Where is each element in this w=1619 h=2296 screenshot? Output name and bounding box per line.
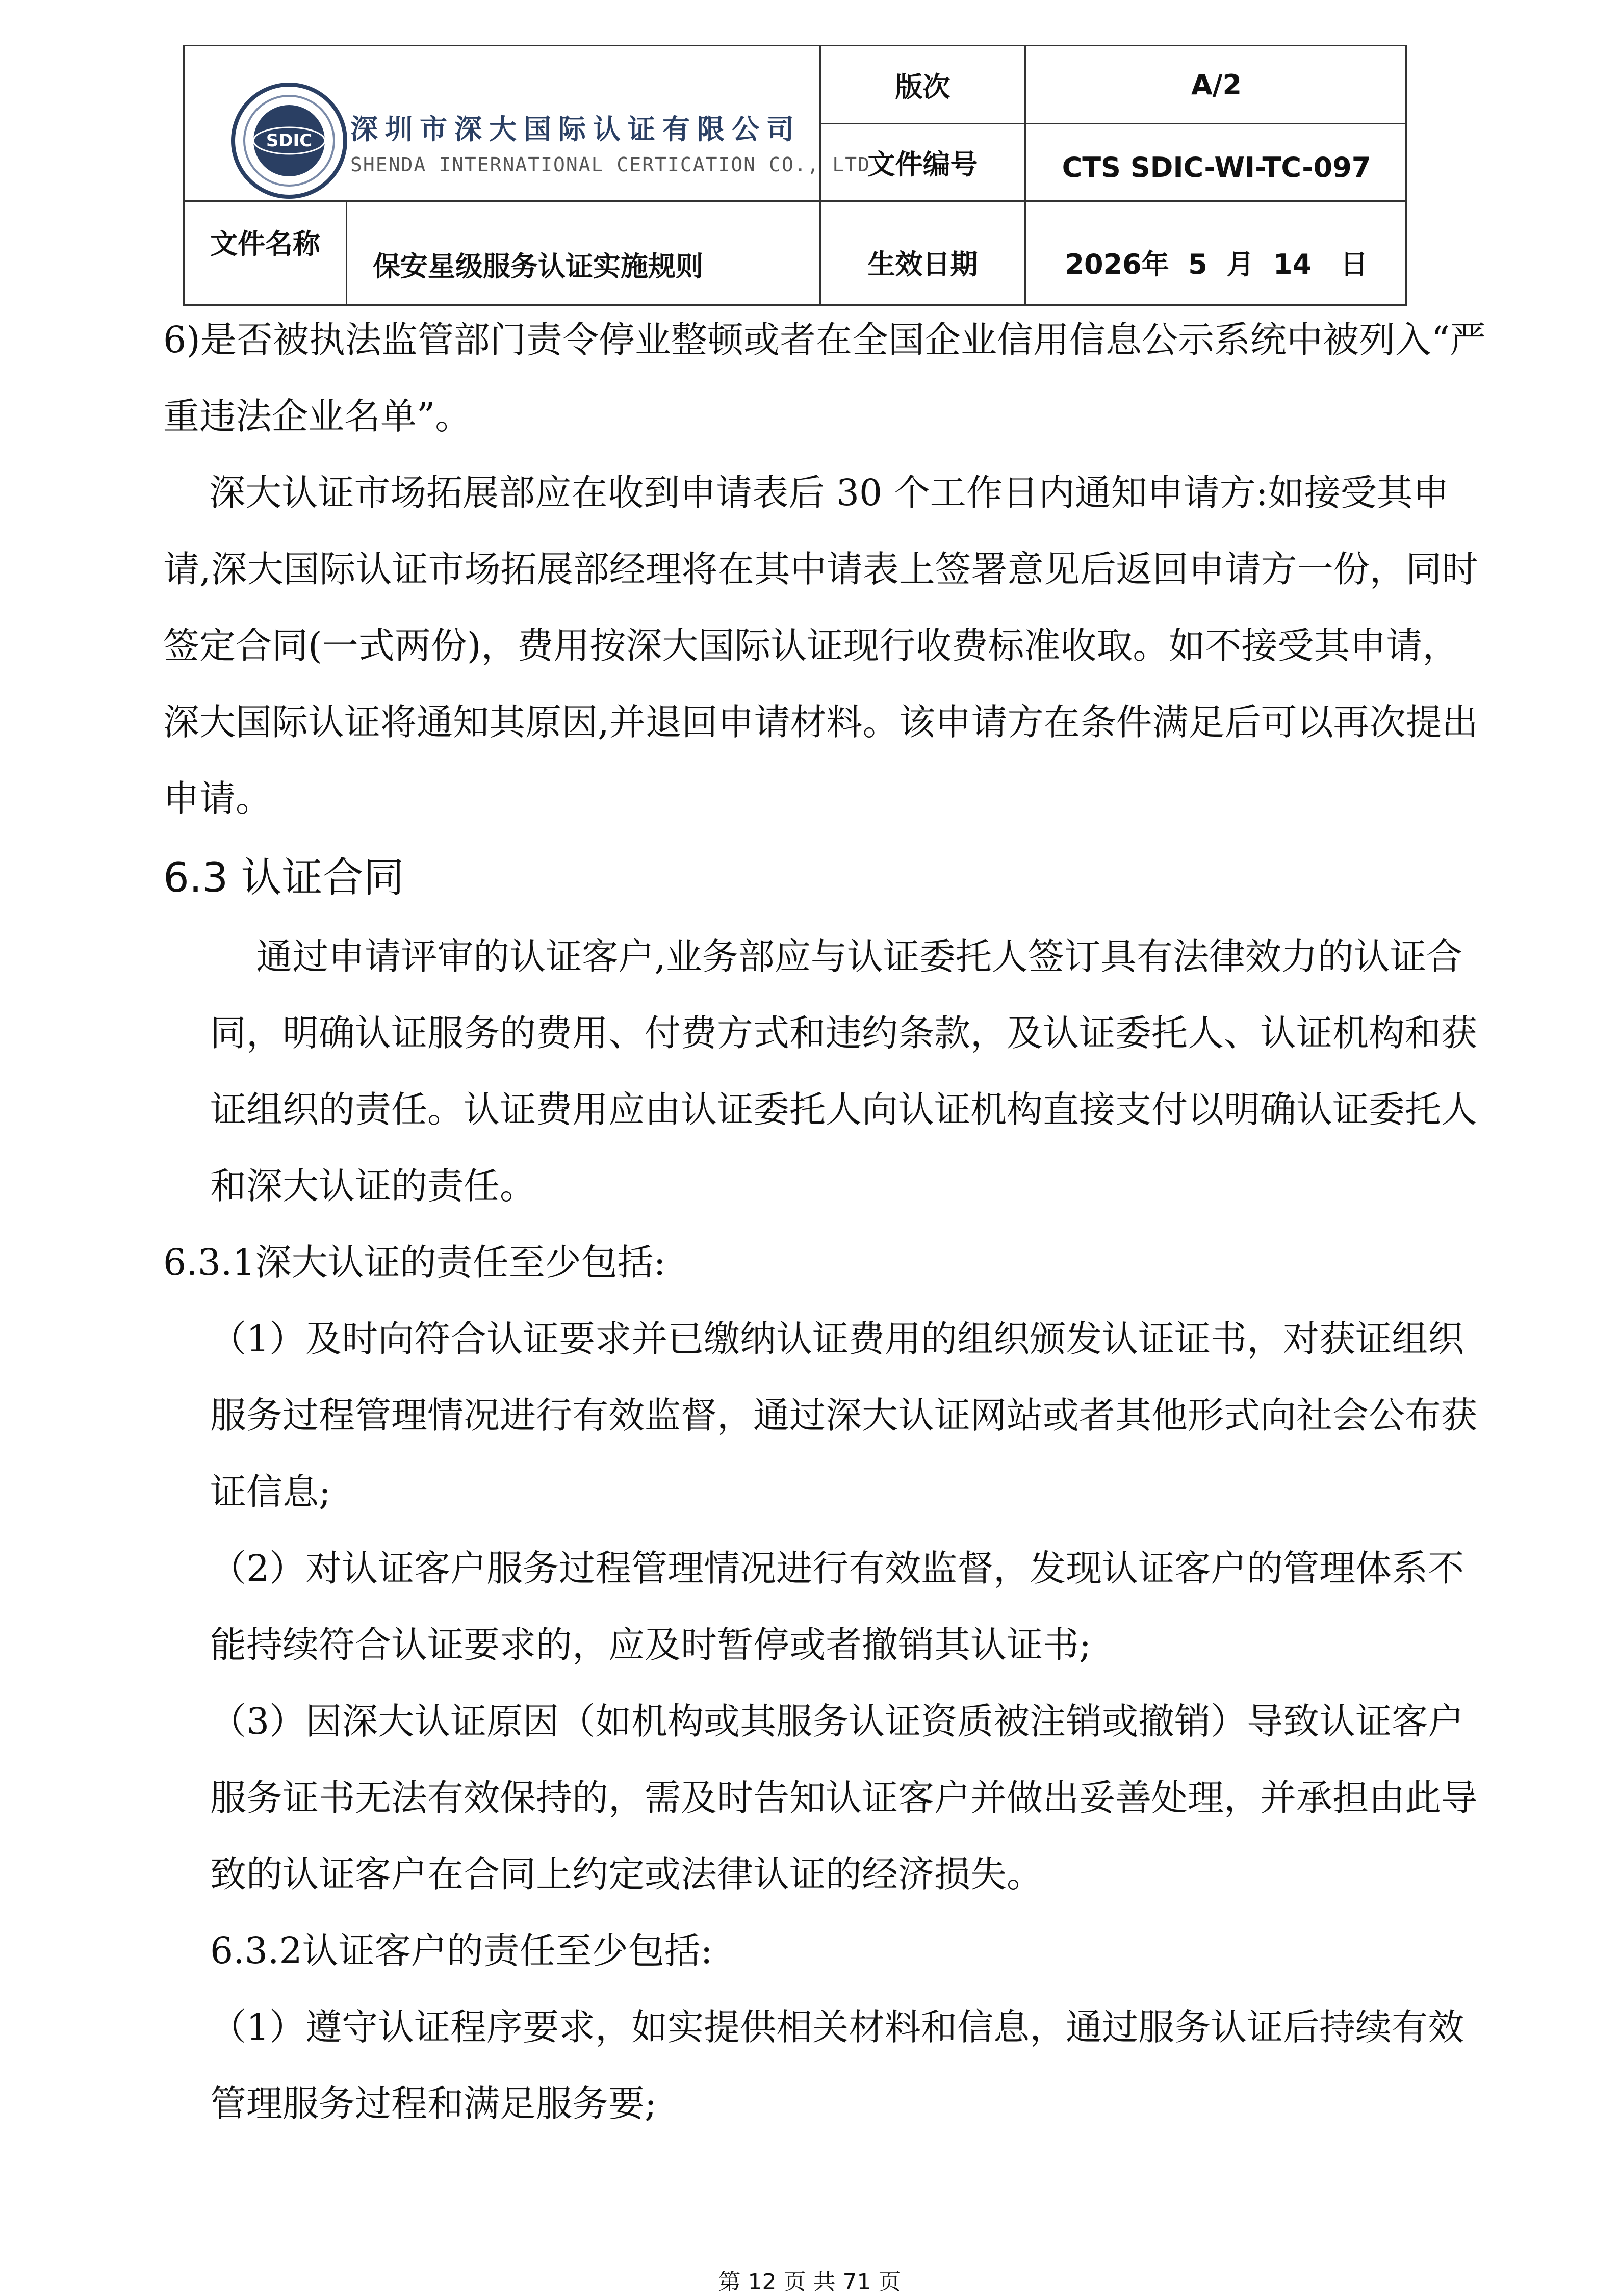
docname-label: 文件名称 — [210, 228, 320, 260]
docname-value: 保安星级服务认证实施规则 — [373, 250, 703, 282]
company-name-cn: 深圳市深大国际认证有限公司 — [350, 113, 801, 145]
section-6-3-body — [210, 919, 1489, 1224]
version-label: 版次 — [895, 70, 950, 103]
version-value: A/2 — [1191, 68, 1242, 101]
list-item-2: （2）对认证客户服务过程管理情况进行有效监督，发现认证客户的管理体系不能持续符合认证要求的，应及时暂停或者撤销其认证书; — [210, 1547, 1464, 1666]
list-item-1: （1）及时向符合认证要求并已缴纳认证费用的组织颁发认证证书，对获证组织服务过程管理情况进行有效监督，通过深大认证网站或者其他形式向社会公布获证信息; — [210, 1318, 1478, 1513]
company-name-en: SHENDA INTERNATIONAL CERTICATION CO., LTD — [350, 153, 870, 176]
paragraph-application-notice: 深大认证市场拓展部应在收到申请表后 30 个工作日内通知申请方:如接受其申请,深大国际认证市场拓展部经理将在其中请表上签署意见后返回申请方一份，同时签定合同(一式两份)，费用按深大国际认证现行收费标准收取。如不接受其申请，深大国际认证将通知其原因,并退回申请材料。该申请方在条件满足后可以再次提出申请。 — [163, 472, 1478, 820]
subheading-6-3-2: 6.3.2认证客户的责任至少包括: — [210, 1929, 713, 1972]
logo-text: SDIC — [266, 131, 313, 151]
subheading-6-3-1: 6.3.1深大认证的责任至少包括: — [163, 1241, 666, 1284]
page-number: 第 12 页 共 71 页 — [718, 2269, 901, 2295]
paragraph-contract: 通过申请评审的认证客户,业务部应与认证委托人签订具有法律效力的认证合同，明确认证服务的费用、付费方式和违约条款，及认证委托人、认证机构和获证组织的责任。认证费用应由认证委托人向认证机构直接支付以明确认证委托人和深大认证的责任。 — [210, 935, 1478, 1207]
document-body — [163, 306, 1489, 2142]
sdic-seal-icon — [230, 82, 348, 199]
section-6-3-1-body — [210, 1301, 1489, 2142]
effective-label: 生效日期 — [867, 248, 978, 280]
docno-value: CTS SDIC-WI-TC-097 — [1062, 151, 1371, 184]
list-item-client-1: （1）遵守认证程序要求，如实提供相关材料和信息，通过服务认证后持续有效管理服务过程和满足服务要; — [210, 2006, 1464, 2125]
list-item-3: （3）因深大认证原因（如机构或其服务认证资质被注销或撤销）导致认证客户服务证书无法有效保持的，需及时告知认证客户并做出妥善处理，并承担由此导致的认证客户在合同上约定或法律认证的经济损失。 — [210, 1700, 1478, 1895]
paragraph-item-6: 6)是否被执法监管部门责令停业整顿或者在全国企业信用信息公示系统中被列入“严重违法企业名单”。 — [163, 319, 1486, 437]
header-table — [183, 45, 1407, 306]
effective-value: 2026年 5 月 14 日 — [1065, 248, 1368, 280]
docno-label: 文件编号 — [867, 148, 978, 180]
section-heading-6-3: 6.3 认证合同 — [163, 854, 404, 901]
